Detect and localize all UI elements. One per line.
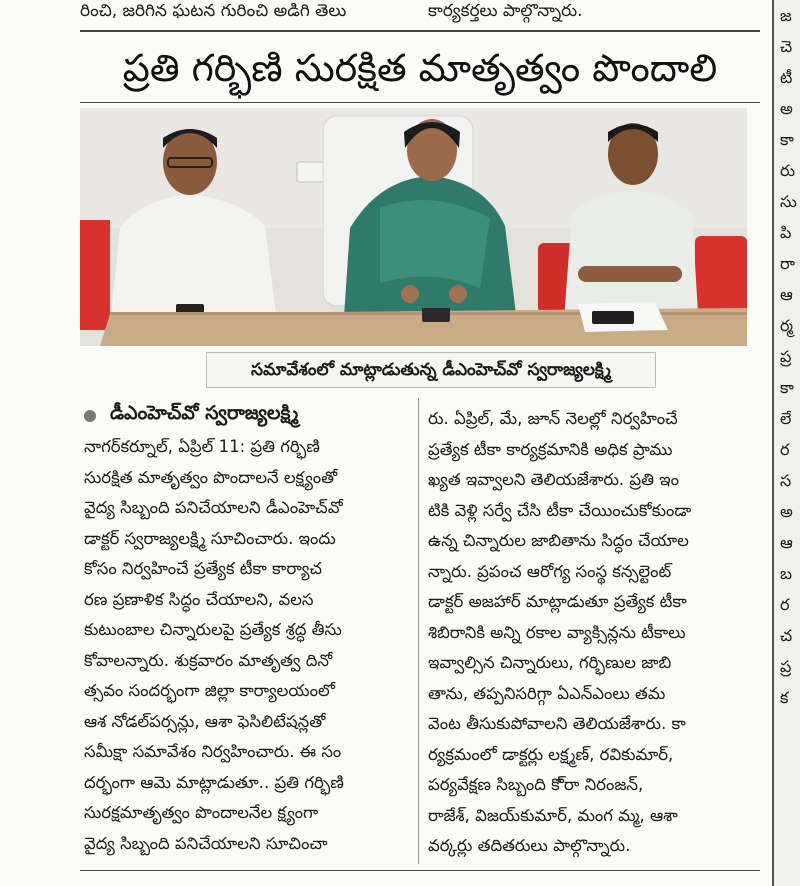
article-line: వైద్య సిబ్బంది పనిచేయాలని డీఎంహెచ్‌వో (84, 498, 343, 517)
edge-strip-fragment: స (780, 471, 792, 490)
article-line: వైద్య సిబ్బంది పనిచేయాలని సూచించా (84, 833, 328, 853)
headline: ప్రతి గర్భిణి సురక్షిత మాతృత్వం పొందాలి (122, 46, 718, 90)
edge-strip-fragment: అ (780, 99, 793, 118)
article-line: త్సవం సందర్భంగా జిల్లా కార్యాలయంలో (84, 681, 335, 700)
article-line: రాజేశ్, విజయ్‌కుమార్, మంగ మ్మ, ఆశా (428, 805, 678, 825)
column-divider (418, 398, 419, 864)
byline (84, 402, 298, 429)
article-line: ఉన్న చిన్నారుల జాబితాను సిద్ధం చేయాల (428, 531, 689, 550)
edge-strip-fragment: పి (780, 223, 792, 242)
article-line: డాక్టర్ స్వరాజ్యలక్ష్మి సూచించారు. ఇందు (84, 528, 336, 548)
article-line: వర్కర్లు తదితరులు పాల్గొన్నారు. (428, 836, 631, 855)
article-line: ర్యక్రమంలో డాక్టర్లు లక్ష్మణ్, రవికుమార్, (428, 744, 674, 764)
article-line: పర్యవేక్షణ సిబ్బంది కొ్రా నిరంజన్, (428, 775, 644, 794)
article-line: తాను, తప్పనిసరిగ్గా ఏఎన్‌ఎంలు తమ (428, 683, 666, 703)
article-line: రణ ప్రణాళిక సిద్ధం చేయాలని, వలస (84, 589, 314, 609)
bottom-divider (80, 870, 760, 871)
article-line: డాక్టర్ అజహార్ మాట్లాడుతూ ప్రత్యేక టీకా (428, 592, 687, 611)
article-line: సురక్షమాతృత్వం పొందాలనేల క్ష్యంగా (84, 803, 319, 822)
edge-strip-fragment: చ (780, 626, 793, 645)
edge-strip-fragment: బ (780, 564, 793, 583)
article-line: సురక్షిత మాతృత్వం పొందాలనే లక్ష్యంతో (84, 467, 338, 487)
edge-strip-fragment: ర్మ (780, 316, 794, 335)
edge-strip-fragment: ఆ (780, 285, 793, 304)
adjacent-article-strip (772, 0, 800, 886)
article-column-right (428, 404, 756, 862)
article-line: దర్భంగా ఆమె మాట్లాడుతూ.. ప్రతి గర్భిణి (84, 772, 344, 792)
edge-strip-fragment: రా (780, 254, 795, 273)
article-line: నాగర్‌కర్నూల్, ఏప్రిల్ 11: ప్రతి గర్భిణి (84, 437, 320, 456)
chair-left (80, 220, 110, 330)
edge-strip-fragment: సు (780, 192, 797, 211)
edge-strip-fragment: ఆ (780, 533, 793, 552)
article-line: కోసం నిర్వహించే ప్రత్యేక టీకా కార్యాచ (84, 559, 322, 578)
article-line: ఖ్యత ఇవ్వాలని తెలియజేశారు. ప్రతి ఇం (428, 470, 680, 489)
edge-strip-fragment: ప్ర (780, 347, 792, 366)
news-photo (80, 108, 747, 346)
edge-strip-fragment: రు (780, 161, 796, 180)
article-line: ఇవ్వాల్సిన చిన్నారులు, గర్భిణుల జాబి (428, 653, 672, 672)
edge-strip-fragment: జ (780, 6, 792, 25)
edge-strip-fragment: ప్ర (780, 657, 792, 676)
article-line: సమీక్షా సమావేశం నిర్వహించారు. ఈ సం (84, 742, 342, 761)
bullet-icon (84, 410, 96, 422)
article-line: ఆశ నోడల్‌పర్సన్లు, ఆశా ఫెసిలిటేషన్లతో (84, 711, 326, 731)
edge-strip-fragment: ర (780, 440, 790, 459)
edge-strip-fragment: లే (780, 409, 792, 428)
article-line: శిబిరానికి అన్ని రకాల వ్యాక్సిన్లను టీకాలు (428, 622, 686, 642)
previous-article-snippet-right: కార్యకర్తలు పాల్గొన్నారు. (428, 1, 583, 21)
article-line: న్నారు. ప్రపంచ ఆరోగ్య సంస్థ కన్సల్టెంట్ (428, 561, 672, 581)
edge-strip-fragment: కా (780, 378, 794, 397)
previous-article-snippet-left: రించి, జరిగిన ఘటన గురించి అడిగి తెలు (80, 1, 347, 21)
article-line: వెంట తీసుకుపోవాలని తెలియజేశారు. కా (428, 714, 686, 733)
article-line: కుటుంబాల చిన్నారులపై ప్రత్యేక శ్రద్ధ తీసు (84, 620, 342, 639)
edge-strip-fragment: క (780, 688, 789, 707)
edge-strip-fragment: కా (780, 130, 794, 149)
headline-divider (80, 102, 760, 103)
article-line: టికి వెళ్లి సర్వే చేసి టీకా చేయించుకోకుండా (428, 500, 692, 520)
byline-text: డీఎంహెచ్‌వో స్వరాజ్యలక్ష్మి (110, 402, 299, 424)
edge-strip-fragment: అ (780, 502, 793, 521)
edge-strip-fragment: టీ (780, 68, 793, 87)
article-column-left (84, 432, 410, 859)
photo-caption: సమావేశంలో మాట్లాడుతున్న డీఎంహెచ్‌వో స్వరాజ్యలక్ష్మి (206, 352, 656, 388)
edge-strip-fragment: చె (780, 37, 793, 56)
article-line: కోవాలన్నారు. శుక్రవారం మాతృత్వ దినో (84, 650, 333, 670)
article-line: రు. ఏప్రిల్, మే, జూన్ నెలల్లో నిర్వహించే (428, 409, 678, 428)
edge-strip-fragment: ర (780, 595, 790, 614)
article-line: ప్రత్యేక టీకా కార్యక్రమానికి అధిక ప్రాము (428, 439, 673, 459)
top-divider (80, 30, 760, 32)
